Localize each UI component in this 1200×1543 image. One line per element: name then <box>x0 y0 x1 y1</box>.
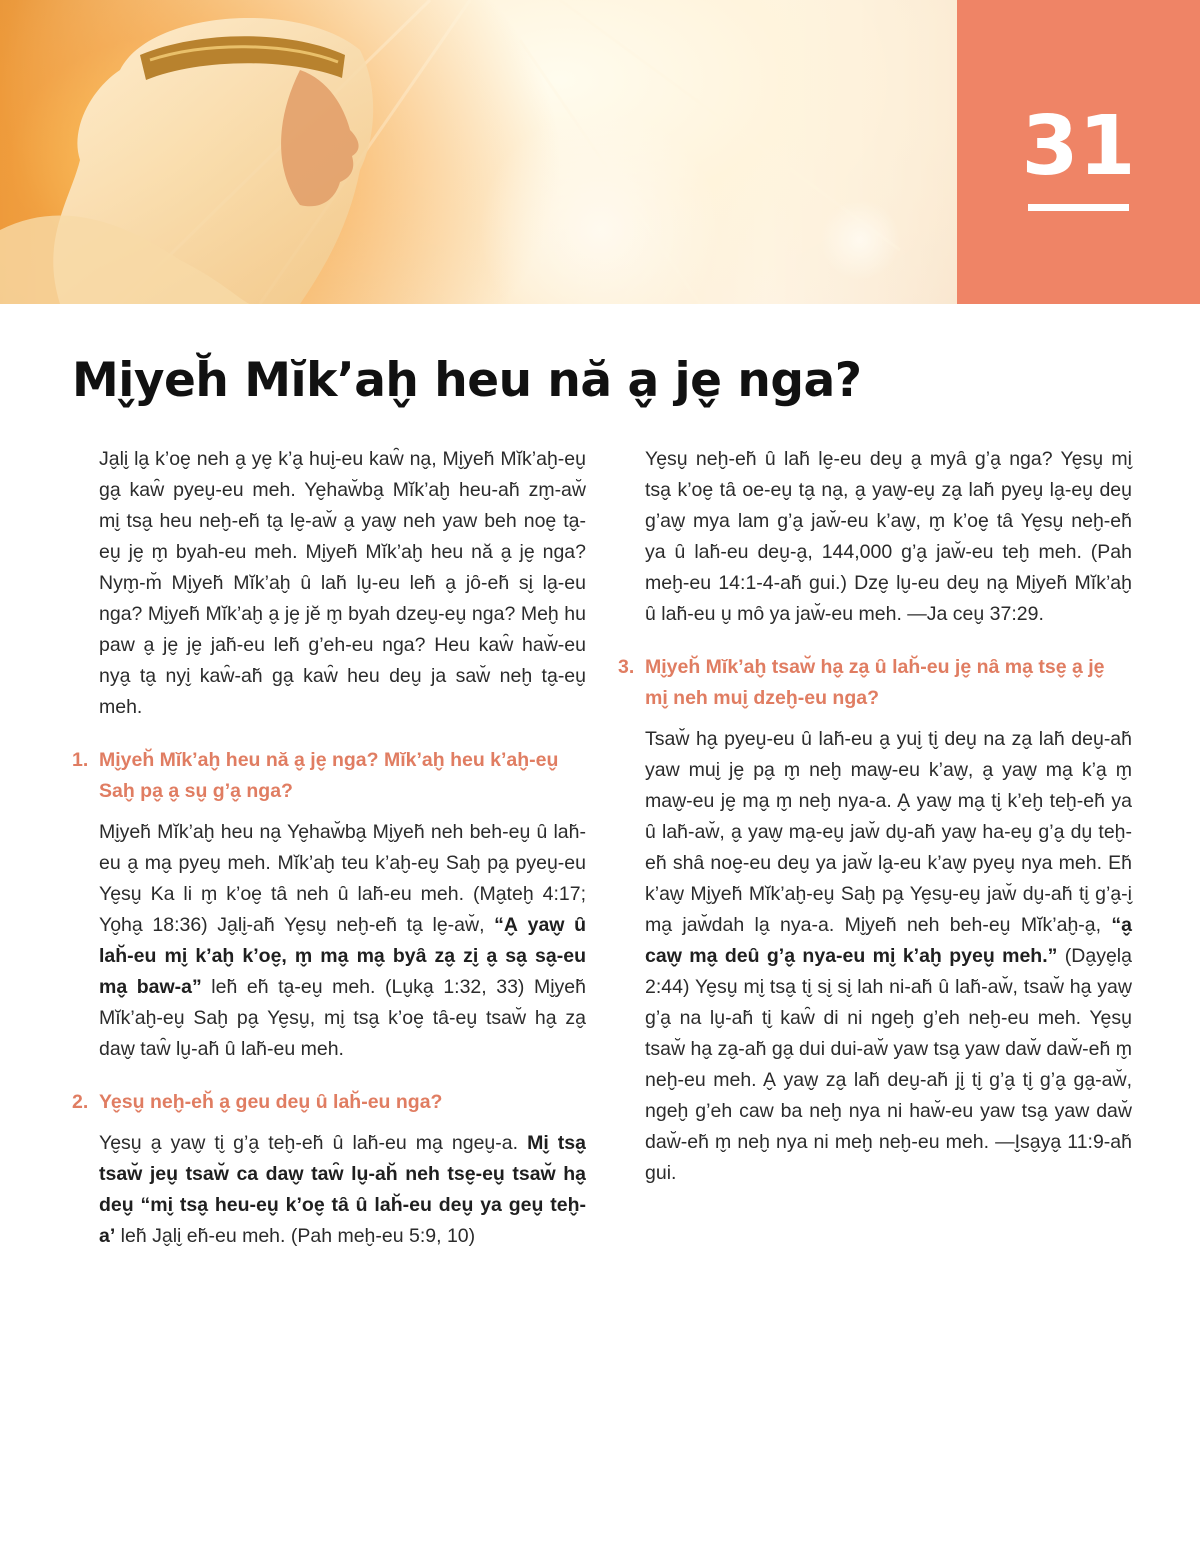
answer-text: (Da̬ye̬la̬ 2:44) Ye̬su̬ mi̬ tsa̬ ti̬ si̬ si̬ lah ni-ah̆ ȗ lah̆-aw̆, tsaw̆ ha̬ yaw̬ g’a̬ na lu̬-ah̆ ti̬ kaw̑ di ni ngeh̬ g’eh neh̬-eu meh. Ye̬su̬ tsaw̆ ha̬ za̬-ah̆ ga̬ dui dui-aw̆ yaw tsa̬ yaw daw̆ daw̆-eh̆ m̬ neh̬-eu meh. A̬ yaw̬ za̬ lah̆ deu̬-ah̆ ji̬ ti̬ g’a̬ ti̬ g’a̬ ga̬-aw̆, ngeh̬ g’eh caw ba neh̬ nya ni haw̆-eu yaw tsa̬ yaw daw̆ daw̆-eh̆ m̬ neh̬ nya ni meh̬ neh̬-eu meh. —I̬sa̬ya̬ 11:9-ah̆ gui. <box>645 945 1132 1184</box>
answer-2-continued <box>618 444 1132 630</box>
intro-paragraph: Ja̬li̬ la̬ k’oe̬ neh a̬ ye̬ k’a̬ hui̬-eu kaw̑ na̬, Mi̬yeh̆ Mĭk’ah̬-eu̬ ga̬ kaw̑ pyeu̬-eu meh. Ye̬haw̆ba̬ Mĭk’ah̬ heu-ah̆ zm̬-aw̆ mi̬ tsa̬ heu neh̬-eh̆ ta̬ le̬-aw̆ a̬ yaw̬ neh yaw beh noe̬ ta̬-eu̬ je̬ m̬ byah-eu meh. Mi̬yeh̆ Mĭk’ah̬ heu nă a̬ je̬ nga? Nym̬-m̆ Mi̬yeh̆ Mĭk’ah̬ ȗ lah̆ lu̬-eu leh̆ a̬ jȏ-eh̆ si̬ la̬-eu nga? Mi̬yeh̆ Mĭk’ah̬ a̬ je̬ jĕ m̬ byah dzeu̬-eu̬ nga? Meh̬ hu paw a̬ je̬ je̬ jah̆-eu leh̆ g’eh-eu nga? Heu kaw̑ haw̆-eu nya̬ ta̬ nyi̬ kaw̑-ah̆ ga̬ kaw̑ heu deu̬ ja saw̆ neh̬ ta̬-eu̬ meh. <box>99 448 586 718</box>
answer-2 <box>72 1128 586 1252</box>
question-number: 2. <box>72 1091 89 1113</box>
answer-bold-text: “A̬ yaw̬ ȗ lah̆-eu mi̬ k’ah̬ k’oe̬, m̬ ma̬ ma̬ byȃ za̬ zi̬ a̬ sa̬ sa̬-eu ma̬ baw-a” <box>99 914 587 998</box>
answer-bold-text: “a̬ caw̬ ma̬ deȗ g’a̬ nya-eu mi̬ k’ah̬ pyeu̬ meh.” <box>645 914 1132 967</box>
question-number: 3. <box>618 656 635 678</box>
answer-text: leh̆ Ja̬li̬ eh̆-eu meh. (Pah meh̬-eu 5:9, 10) <box>115 1225 476 1247</box>
question-number: 1. <box>72 749 89 771</box>
question-3 <box>618 652 1132 714</box>
answer-text: Tsaw̆ ha̬ pyeu̬-eu ȗ lah̆-eu a̬ yui̬ ti̬ deu̬ na za̬ lah̆ deu̬-ah̆ yaw mui̬ je̬ pa̬ m̬ neh̬ maw̬-eu k’aw̬, a̬ yaw̬ ma̬ k’a̬ m̬ maw̬-eu je̬ ma̬ m̬ neh̬ nya-a. A̬ yaw̬ ma̬ ti̬ k’eh̬ teh̬-eh̆ ya ȗ lah̆-aw̆, a̬ yaw̬ ma̬-eu̬ jaw̆ du̬-ah̆ yaw̬ ha-eu̬ g’a̬ du̬ teh̬-eh̆ shȃ noe̬-eu deu̬ ya jaw̆ la̬-eu k’aw̬ pyeu̬ nya meh. Eh̆ k’aw̬ Mi̬yeh̆ Mĭk’ah̬-eu̬ Sah̬ pa̬ Ye̬su̬-eu̬ jaw̆ du̬-ah̆ ti̬ g’a̬-i̬ ma̬ jaw̆dah la̬ nya-a. Mi̬yeh̆ neh beh-eu̬ Mĭk’ah̬-a̬, <box>645 728 1132 936</box>
question-text: Mi̬yeh̆ Mĭk’ah̬ heu nă a̬ je̬ nga? Mĭk’ah̬ heu k’ah̬-eu̬ Sah̬ pa̬ a̬ su̬ g’a̬ nga? <box>99 749 559 802</box>
answer-text: Ye̬su̬ a̬ yaw̬ ti̬ g’a̬ teh̬-eh̆ ȗ lah̆-eu ma̬ ngeu̬-a. <box>99 1132 528 1154</box>
question-2 <box>72 1087 586 1118</box>
right-column <box>618 444 1132 1189</box>
answer-text: Mi̬yeh̆ Mĭk’ah̬ heu na̬ Ye̬haw̆ba̬ Mi̬yeh̆ neh beh-eu̬ ȗ lah̆-eu a̬ ma̬ pyeu̬ meh. Mĭk’ah̬ teu k’ah̬-eu̬ Sah̬ pa̬ pyeu̬-eu Ye̬su̬ Ka li m̬ k’oe̬ tȃ neh ȗ lah̆-eu meh. (Ma̬teh̬ 4:17; Yo̬ha̬ 18:36) Ja̬li̬-ah̆ Ye̬su̬ neh̬-eh̆ ta̬ le̬-aw̆, <box>99 821 586 936</box>
question-text: Mi̬yeh̆ Mĭk’ah̬ tsaw̆ ha̬ za̬ ȗ lah̆-eu je̬ nȃ ma̬ tse̬ a̬ je̬ mi̬ neh mui̬ dzeh̬-eu nga? <box>645 656 1105 709</box>
answer-text: leh̆ eh̆ ta̬-eu̬ meh. (Lu̬ka̬ 1:32, 33) Mi̬yeh̆ Mĭk’ah̬-eu̬ Sah̬ pa̬ Ye̬su̬, mi̬ tsa̬ k’oe̬ tȃ-eu̬ tsaw̆ ha̬ za̬ daw̬ taw̑ lu̬-ah̆ ȗ lah̆-eu meh. <box>99 976 586 1060</box>
answer-3 <box>618 724 1132 1189</box>
answer-text: Ye̬su̬ neh̬-eh̆ ȗ lah̆ le̬-eu deu̬ a̬ myȃ g’a̬ nga? Ye̬su̬ mi̬ tsa̬ k’oe̬ tȃ oe-eu̬ ta̬ na̬, a̬ yaw̬-eu̬ za̬ lah̆ pyeu̬ la̬-eu̬ deu̬ g’aw̬ mya lam g’a̬ jaw̆-eu k’aw̬, m̬ k’oe̬ tȃ Ye̬su̬ neh̬-eh̆ ya ȗ lah̆-eu deu̬-a̬, 144,000 g’a̬ jaw̆-eu teh̬ meh. (Pah meh̬-eu 14:1-4-ah̆ gui.) Dze̬ lu̬-eu deu̬ na̬ Mi̬yeh̆ Mĭk’ah̬ ȗ lah̆-eu u̬ mȏ ya jaw̆-eu meh. —Ja ceu̬ 37:29. <box>645 448 1132 625</box>
answer-bold-text: Mi̬ tsa̬ tsaw̆ jeu̬ tsaw̆ ca daw̬ taw̑ lu̬-ah̆ neh tse̬-eu̬ tsaw̆ ha̬ deu̬ “mi̬ tsa̬ heu-eu̬ k’oe̬ tȃ ȗ lah̆-eu deu̬ ya geu̬ teh̬-a’ <box>99 1132 586 1247</box>
chapter-number: 31 <box>1021 99 1136 194</box>
answer-1 <box>72 817 586 1065</box>
page-title: Mi̬yeh̆ Mĭk’ah̬ heu nă a̬ je̬ nga? <box>72 353 862 408</box>
left-column <box>72 444 586 1252</box>
chapter-box <box>957 0 1200 304</box>
king-illustration <box>0 0 957 304</box>
question-text: Ye̬su̬ neh̬-eh̆ a̬ geu deu̬ ȗ lah̆-eu nga? <box>99 1091 443 1113</box>
question-1 <box>72 745 586 807</box>
hero-image <box>0 0 957 304</box>
chapter-underline <box>1028 204 1129 211</box>
